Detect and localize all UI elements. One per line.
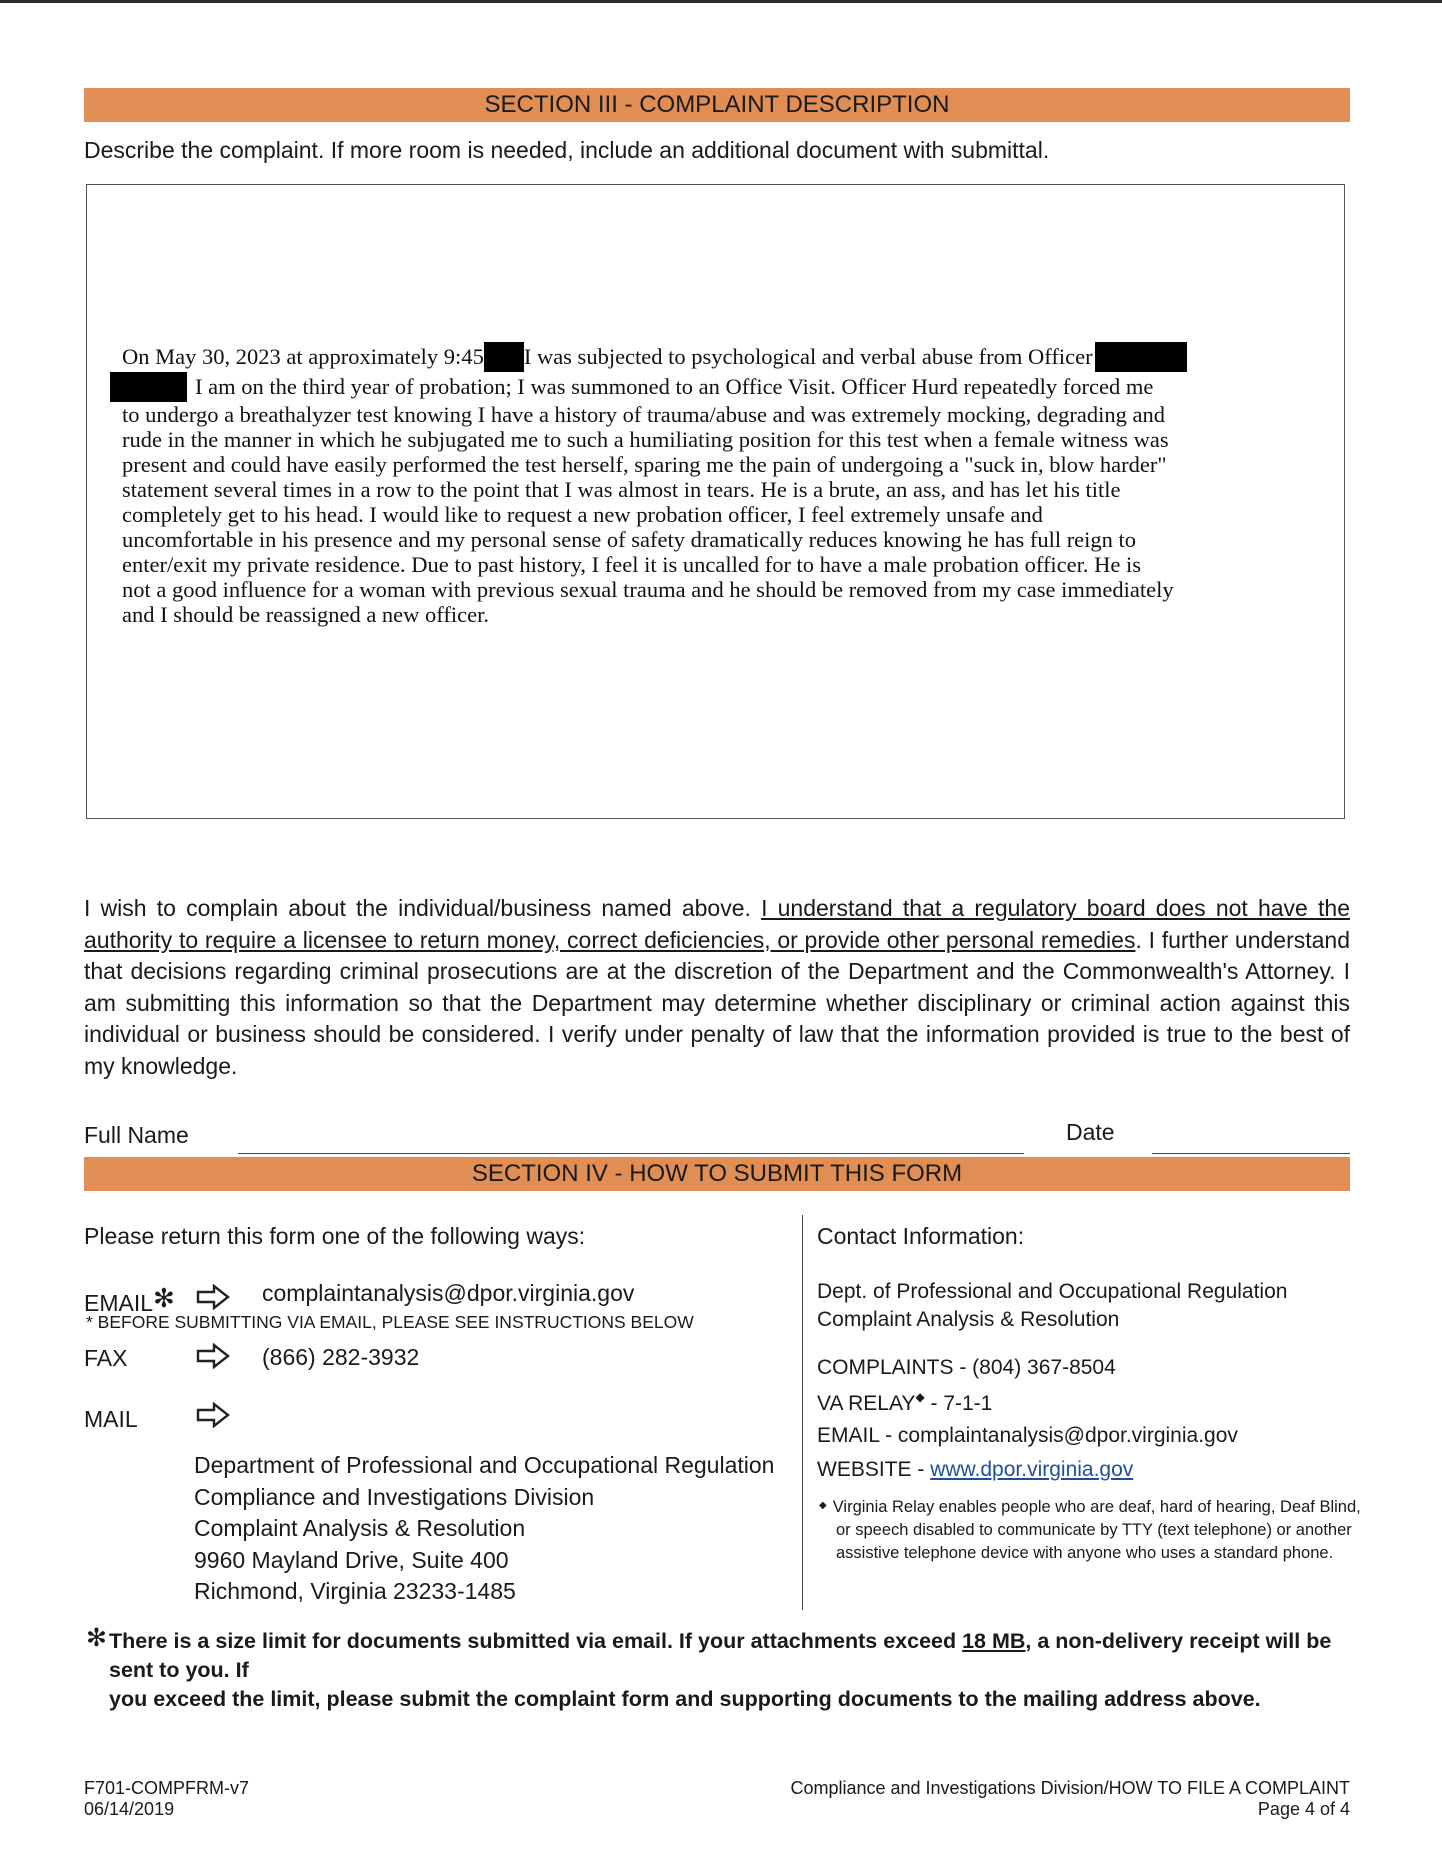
diamond-icon: ◆ bbox=[915, 1390, 925, 1404]
certification-statement: I wish to complain about the individual/business named above. I understand that a regulatory board does not have the authority to require a licensee to return money, correct deficiencies, or provide other personal remedies. I further understand that decisions regarding criminal prosecutions are at the discretion of the Department and the Commonwealth's Attorney. I am submitting this information so that the Department may determine whether disciplinary or criminal action against this individual or business should be considered. I verify under penalty of law that the information provided is true to the best of my knowledge. bbox=[84, 895, 1351, 1079]
asterisk-icon: ✻ bbox=[153, 1283, 175, 1313]
narrative-line: rude in the manner in which he subjugated me to such a humiliating position for this test when a female witness was bbox=[122, 427, 1169, 452]
arrow-right-icon bbox=[196, 1343, 230, 1369]
contact-email[interactable]: EMAIL - complaintanalysis@dpor.virginia.gov bbox=[817, 1424, 1238, 1447]
footer-form-info bbox=[84, 1778, 249, 1820]
va-relay: VA RELAY◆ - 7-1-1 bbox=[817, 1390, 993, 1415]
page-number: Page 4 of 4 bbox=[1257, 1799, 1350, 1819]
form-date: 06/14/2019 bbox=[84, 1799, 175, 1819]
arrow-right-icon bbox=[196, 1284, 230, 1310]
footer-title: Compliance and Investigations Division/HOW TO FILE A COMPLAINT bbox=[790, 1778, 1350, 1798]
redaction-bar bbox=[110, 372, 187, 402]
narrative-line: present and could have easily performed the test herself, sparing me the pain of undergoing a "suck in, blow harder" bbox=[122, 452, 1167, 477]
date-label: Date bbox=[1066, 1119, 1115, 1145]
complaint-instructions: Describe the complaint. If more room is needed, include an additional document with submittal. bbox=[84, 137, 1050, 163]
top-border bbox=[0, 0, 1442, 3]
address-line: Complaint Analysis & Resolution bbox=[194, 1515, 526, 1541]
address-line: 9960 Mayland Drive, Suite 400 bbox=[194, 1546, 509, 1573]
narrative-line: to undergo a breathalyzer test knowing I have a history of trauma/abuse and was extremely mocking, degrading and bbox=[122, 402, 1165, 427]
form-id: F701-COMPFRM-v7 bbox=[84, 1778, 250, 1798]
size-limit-note: ✻ There is a size limit for documents submitted via email. If your attachments exceed 18 MB, a non-delivery receipt will be sent to you. If you exceed the limit, please submit the complaint form and supporting documents to the mailing address above. bbox=[86, 1624, 1332, 1711]
address-line: Department of Professional and Occupational Regulation bbox=[194, 1452, 775, 1478]
contact-organization: Dept. of Professional and Occupational Regulation Complaint Analysis & Resolution bbox=[817, 1280, 1288, 1331]
column-divider bbox=[802, 1215, 803, 1610]
complaint-narrative bbox=[122, 342, 1312, 627]
email-address[interactable]: complaintanalysis@dpor.virginia.gov bbox=[262, 1280, 635, 1306]
date-field[interactable] bbox=[1152, 1153, 1350, 1154]
complaints-phone: COMPLAINTS - (804) 367-8504 bbox=[817, 1356, 1116, 1379]
narrative-line: I am on the third year of probation; I was summoned to an Office Visit. Officer Hurd repeatedly forced me bbox=[110, 372, 1312, 402]
email-label: EMAIL✻ bbox=[84, 1283, 175, 1316]
narrative-line: enter/exit my private residence. Due to past history, I feel it is uncalled for to have a male probation officer. He is bbox=[122, 552, 1142, 577]
narrative-line: and I should be reassigned a new officer. bbox=[122, 602, 489, 627]
narrative-line: statement several times in a row to the point that I was almost in tears. He is a brute, an ass, and has let his title bbox=[122, 477, 1121, 502]
full-name-label: Full Name bbox=[84, 1122, 189, 1148]
diamond-icon: ◆ bbox=[819, 1500, 827, 1511]
contact-heading: Contact Information: bbox=[817, 1223, 1025, 1249]
address-line: Compliance and Investigations Division bbox=[194, 1483, 595, 1510]
return-heading: Please return this form one of the following ways: bbox=[84, 1223, 586, 1249]
relay-footnote: ◆ Virginia Relay enables people who are deaf, hard of hearing, Deaf Blind, or speech disabled to communicate by TTY (text telephone) or another assistive telephone device with anyone who uses a standard phone. bbox=[819, 1498, 1361, 1562]
fax-number: (866) 282-3932 bbox=[262, 1344, 420, 1370]
contact-website: WEBSITE - www.dpor.virginia.gov bbox=[817, 1458, 1134, 1481]
redaction-bar bbox=[1095, 342, 1187, 372]
section-3-header: SECTION III - COMPLAINT DESCRIPTION bbox=[84, 88, 1350, 122]
asterisk-icon: ✻ bbox=[86, 1624, 107, 1652]
mail-label: MAIL bbox=[84, 1406, 138, 1432]
arrow-right-icon bbox=[196, 1402, 230, 1428]
narrative-line: On May 30, 2023 at approximately 9:45 I was subjected to psychological and verbal abuse from Officer bbox=[122, 342, 1312, 372]
address-line: Richmond, Virginia 23233-1485 bbox=[194, 1578, 516, 1604]
redaction-bar bbox=[484, 342, 524, 372]
email-note: * BEFORE SUBMITTING VIA EMAIL, PLEASE SEE INSTRUCTIONS BELOW bbox=[86, 1312, 694, 1332]
footer-page-info bbox=[790, 1778, 1350, 1820]
mailing-address bbox=[194, 1450, 774, 1608]
website-link[interactable]: www.dpor.virginia.gov bbox=[930, 1458, 1134, 1481]
narrative-line: not a good influence for a woman with previous sexual trauma and he should be removed from my case immediately bbox=[122, 577, 1174, 602]
narrative-line: uncomfortable in his presence and my personal sense of safety dramatically reduces knowing he has full reign to bbox=[122, 527, 1137, 552]
section-4-header: SECTION IV - HOW TO SUBMIT THIS FORM bbox=[84, 1157, 1350, 1191]
fax-label: FAX bbox=[84, 1345, 128, 1371]
full-name-field[interactable] bbox=[238, 1153, 1024, 1154]
narrative-line: completely get to his head. I would like to request a new probation officer, I feel extremely unsafe and bbox=[122, 502, 1043, 527]
